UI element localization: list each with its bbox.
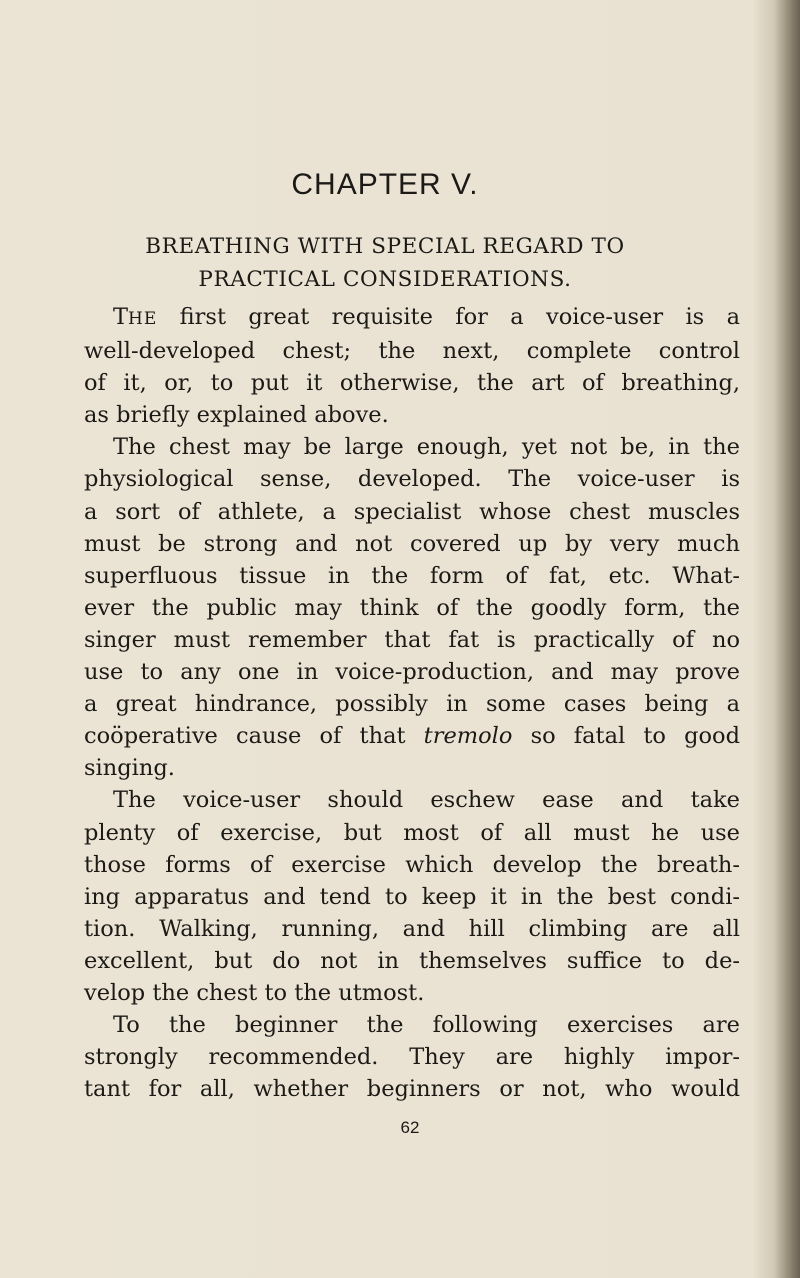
text-line: superfluous tissue in the form of fat, etc. What- [84, 562, 740, 589]
text-line: as briefly explained above. [84, 402, 389, 429]
page-edge-shadow [774, 0, 800, 1278]
chapter-heading: CHAPTER V. [291, 168, 479, 201]
text-line: a great hindrance, possibly in some cases being a [84, 691, 740, 718]
text-line: of it, or, to put it otherwise, the art of breathing, [84, 370, 740, 397]
text-line: ing apparatus and tend to keep it in the best condi- [84, 883, 740, 910]
text-line: The voice-user should eschew ease and take [113, 787, 740, 814]
text-line: plenty of exercise, but most of all must he use [84, 819, 740, 846]
text-line-content: first great requisite for a voice-user is a [157, 304, 740, 330]
text-line: strongly recommended. They are highly impor- [84, 1044, 740, 1071]
text-line: physiological sense, developed. The voice-user is [84, 466, 740, 493]
text-segment: so fatal to good [512, 723, 740, 750]
chapter-title-line-1: BREATHING WITH SPECIAL REGARD TO [145, 234, 625, 259]
text-line: excellent, but do not in themselves suffice to de- [84, 947, 740, 974]
italic-term: tremolo [423, 723, 513, 750]
text-line: tion. Walking, running, and hill climbing are all [84, 915, 740, 942]
lead-word-small-caps: HE [128, 309, 158, 329]
text-line: velop the chest to the utmost. [84, 979, 425, 1006]
page-number: 62 [400, 1118, 420, 1137]
text-line: must be strong and not covered up by very much [84, 530, 740, 557]
text-line: those forms of exercise which develop the breath- [84, 851, 740, 878]
text-line: ever the public may think of the goodly form, the [84, 594, 740, 621]
body-text [84, 301, 740, 1105]
text-line: The chest may be large enough, yet not be, in the [113, 434, 740, 461]
text-line: well-developed chest; the next, complete control [84, 338, 740, 365]
chapter-title-line-2: PRACTICAL CONSIDERATIONS. [198, 267, 572, 292]
text-segment: coöperative cause of that [84, 723, 424, 750]
text-line: tant for all, whether beginners or not, who would [84, 1076, 740, 1103]
text-line [84, 720, 740, 752]
text-line: singer must remember that fat is practically of no [84, 626, 740, 653]
text-line [84, 301, 740, 335]
lead-word-capital: T [113, 304, 129, 330]
text-line: a sort of athlete, a specialist whose chest muscles [84, 498, 740, 525]
text-line: To the beginner the following exercises are [113, 1012, 740, 1039]
text-line: use to any one in voice-production, and may prove [84, 659, 740, 686]
chapter-title [0, 230, 770, 296]
text-line: singing. [84, 755, 175, 782]
